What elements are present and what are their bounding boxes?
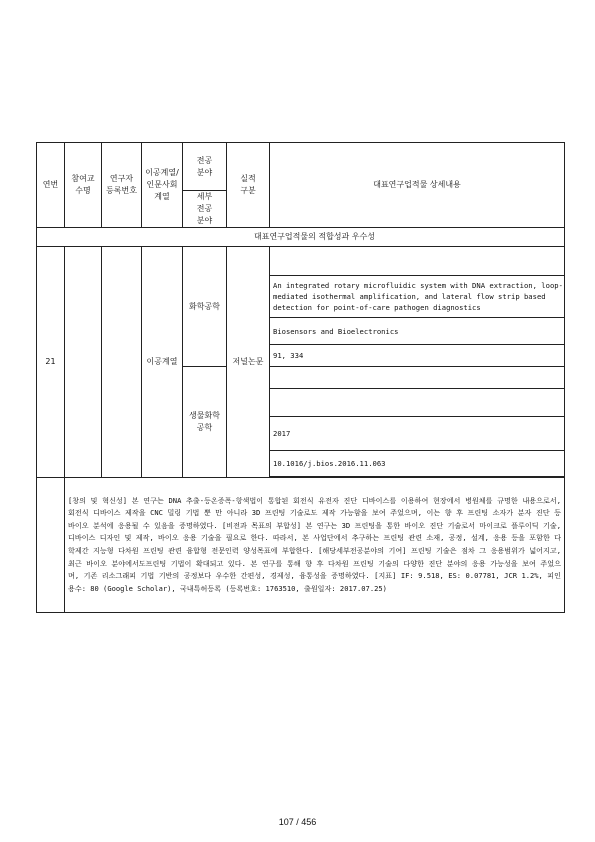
header-major: 전공 분야 (183, 143, 227, 191)
record-no: 21 (37, 247, 65, 478)
header-no: 연번 (37, 143, 65, 228)
header-submajor: 세부 전공 분야 (183, 191, 227, 228)
desc-gutter (37, 478, 65, 613)
record-blank-top (270, 247, 565, 276)
header-researcher-id: 연구자 등록번호 (102, 143, 142, 228)
header-type: 실적 구분 (227, 143, 270, 228)
record-researcher-id (102, 247, 142, 478)
record-doi: 10.1016/j.bios.2016.11.063 (270, 451, 565, 477)
record-year: 2017 (270, 418, 565, 451)
record-blank-2 (270, 389, 565, 417)
subheader: 대표연구업적물의 적합성과 우수성 (37, 228, 565, 247)
record-submajor: 생물화학 공학 (183, 367, 227, 478)
record-institution (65, 247, 102, 478)
header-field: 이공계열/ 인문사회 계열 (142, 143, 183, 228)
research-table (36, 142, 565, 613)
header-detail: 대표연구업적물 상세내용 (270, 143, 565, 228)
record-journal: Biosensors and Bioelectronics (270, 318, 565, 345)
record-description: [창의 및 혁신성] 본 연구는 DNA 추출-등온증폭-항색법이 통합된 회전식 유전자 진단 디바이스를 이용하여 현장에서 병원체를 규명한 내용으로서, 회전식 디바이스 제작을 CNC 밀링 기법 뿐 만 아니라 3D 프린팅 기술로도 제작 가능함을 보여 주었으며, 이는 향 후 프린팅 소자가 분자 진단 등 바이오 분석에 응용될 수 있음을 증명하였다. [비전과 목표의 부합성] 본 연구는 3D 프린팅을 통한 바이오 진단 기술로서 마이크로 플루이딕 기술, 디바이스 디자인 및 제작, 바이오 응용 기술을 필요로 한다. 따라서, 본 사업단에서 추구하는 프린팅 관련 소재, 공정, 설계, 응용 등을 포함한 다학제간 지능형 다차원 프린팅 관련 융합형 전문인력 양성목표에 부합한다. [해당세부전공분야의 기여] 프린팅 기술은 점차 그 응용범위가 넓어지고, 최근 바이오 분야에서도프린팅 기법이 확대되고 있다. 본 연구를 통해 향 후 다차원 프린팅 기술의 다양한 진단 분야의 응용 가능성을 보여 주었으며, 기존 리소그래피 기법 기반의 공정보다 우수한 간편성, 경제성, 융통성을 증명하였다. [지표] IF: 9.518, ES: 0.07781, JCR 1.2%, 피인용수: 80 (Google Scholar), 국내특허등록 (등록번호: 1763510, 출원일자: 2017.07.25) (65, 478, 565, 613)
record-major: 화학공학 (183, 247, 227, 367)
record-field: 이공계열 (142, 247, 183, 478)
record-title: An integrated rotary microfluidic system with DNA extraction, loop-mediated isothermal amplification, and lateral flow strip based detection for point-of-care pathogen diagnostics (270, 276, 565, 318)
record-volume: 91, 334 (270, 345, 565, 367)
record-type: 저널논문 (227, 247, 270, 478)
page-number: 107 / 456 (278, 817, 317, 827)
record-blank-1 (270, 367, 565, 389)
header-institution: 참여교 수명 (65, 143, 102, 228)
